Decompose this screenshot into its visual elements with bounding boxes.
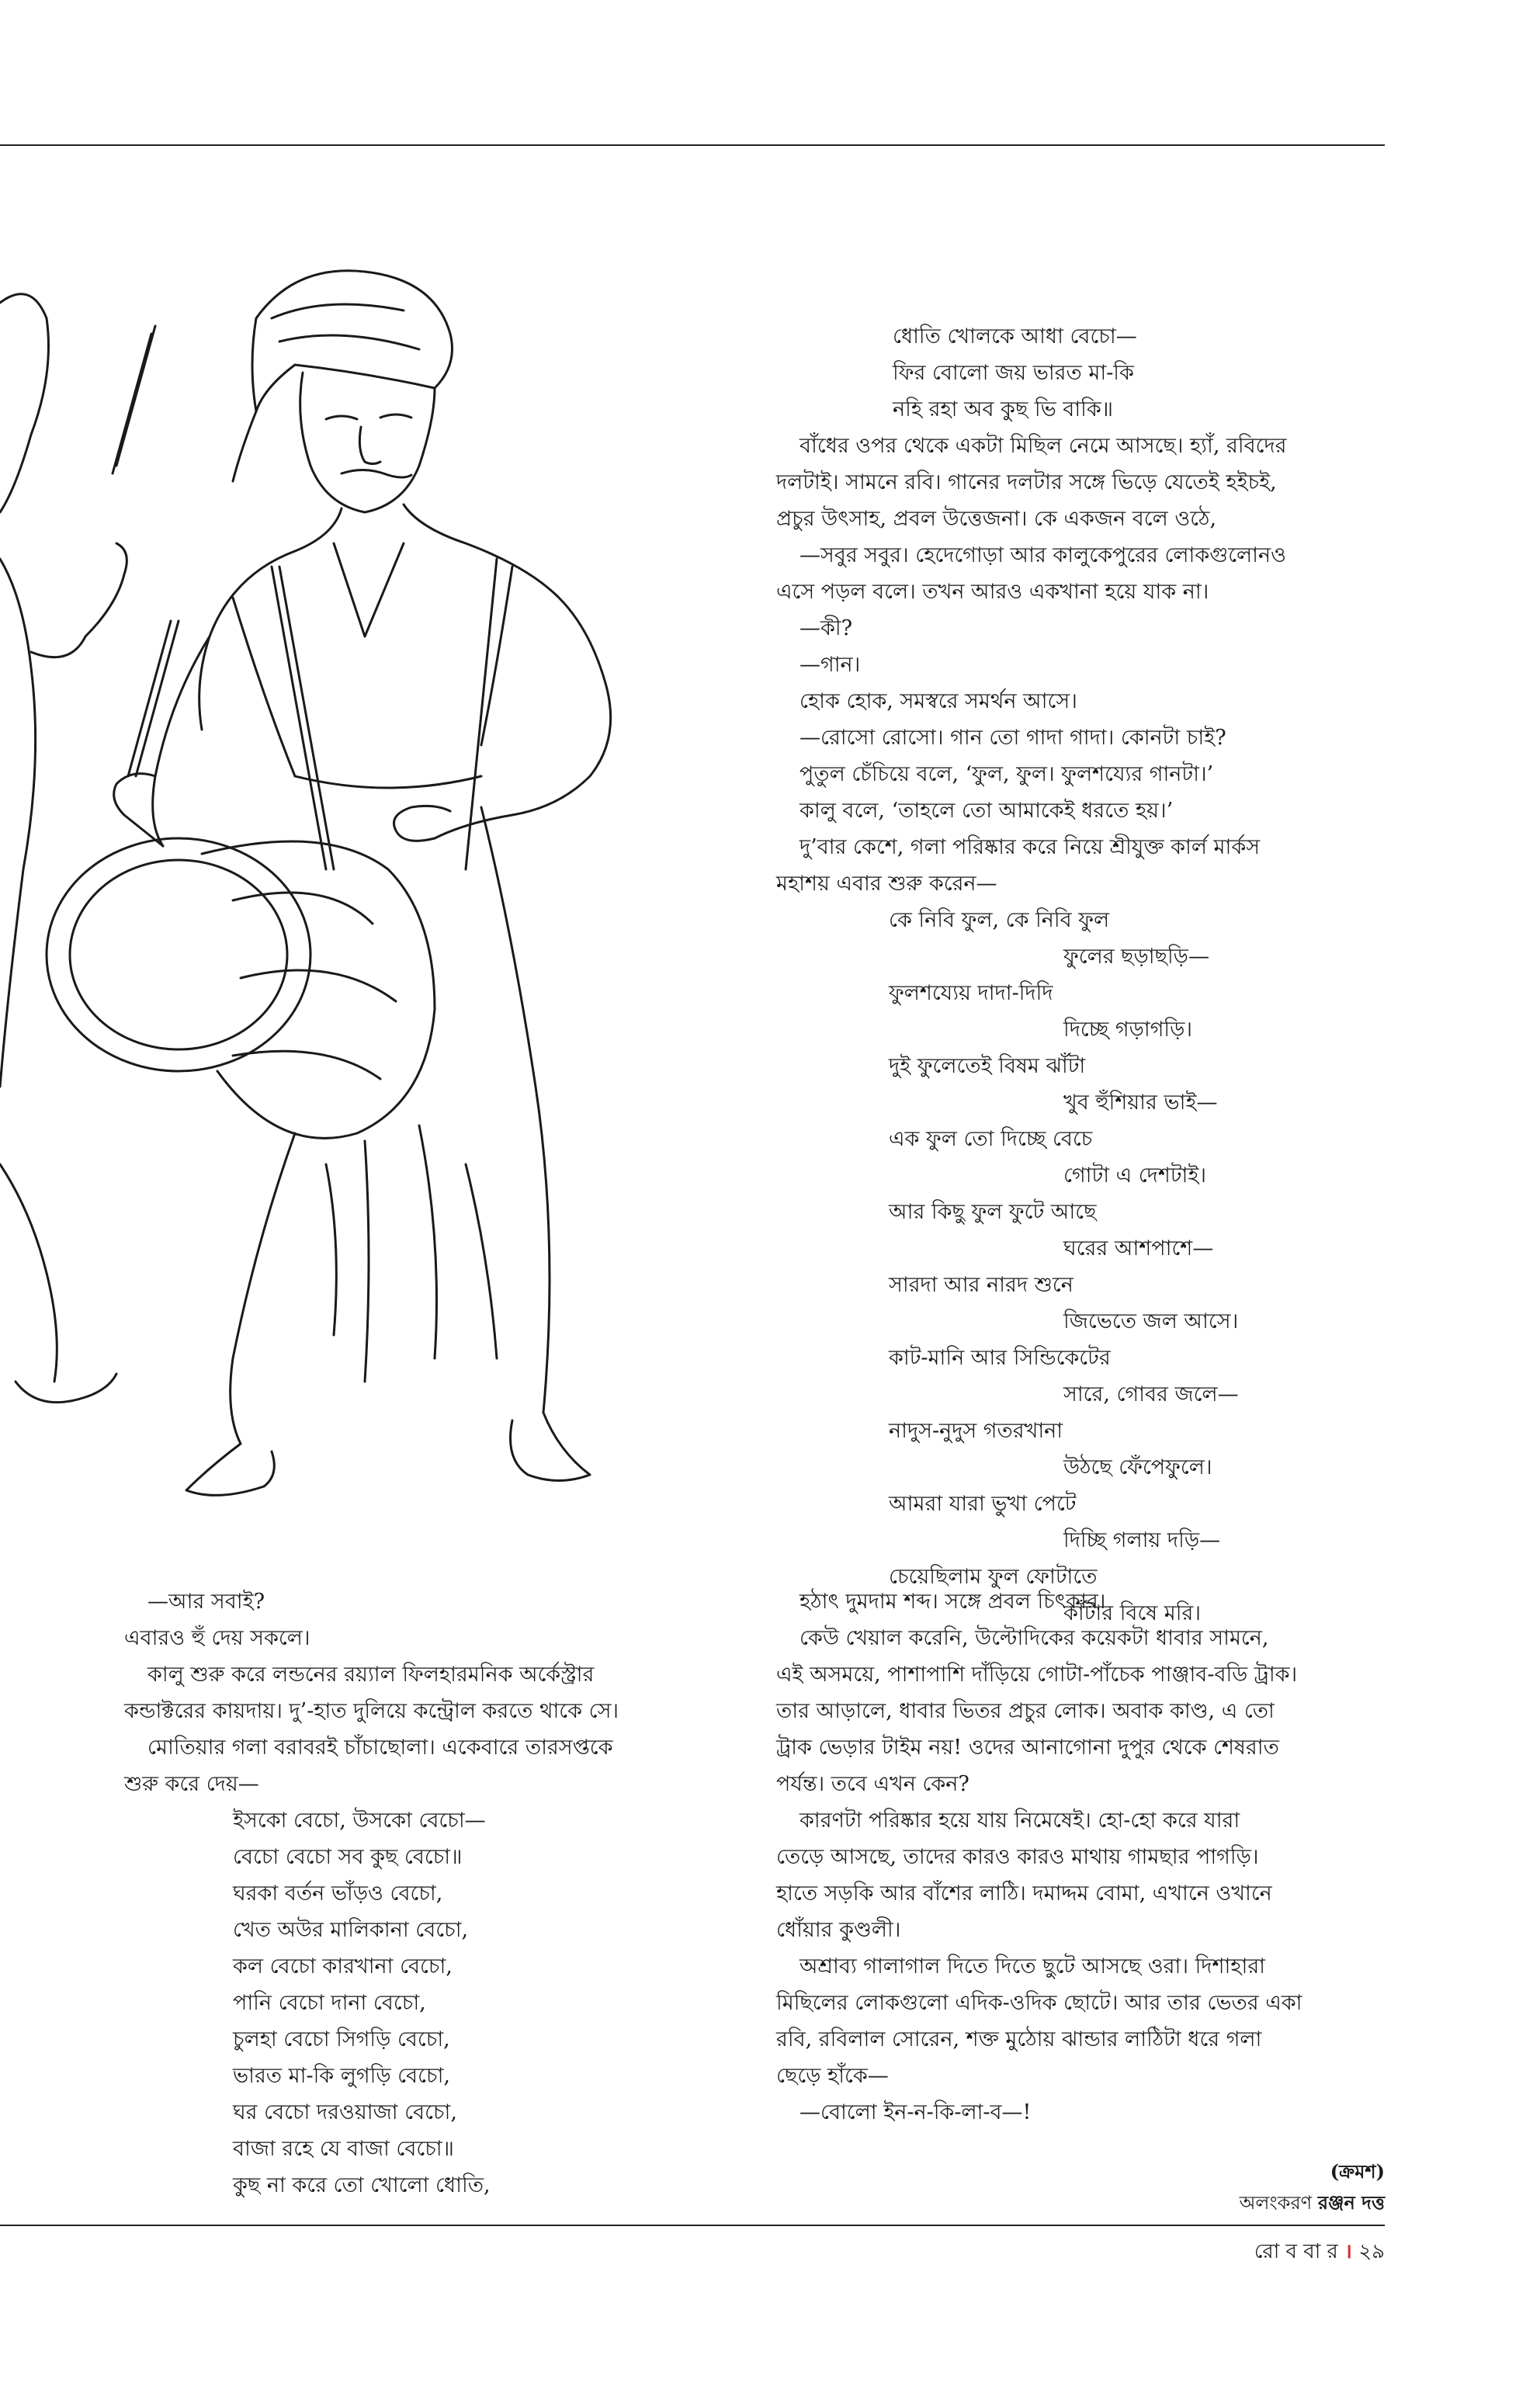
- song-line: কাঁটার বিষে মরি।: [1063, 1601, 1201, 1625]
- text-line: তেড়ে আসছে, তাদের কারও কারও মাথায় গামছার পাগড়ি।: [776, 1845, 1259, 1869]
- poem-line: ঘরকা বর্তন ভাঁড়ও বেচো,: [233, 1881, 443, 1906]
- song-line: খুব হুঁশিয়ার ভাই—: [1063, 1091, 1218, 1115]
- text-line: প্রচুর উৎসাহ, প্রবল উত্তেজনা। কে একজন বলে ওঠে,: [776, 507, 1217, 531]
- text-line: ছেড়ে হাঁকে—: [776, 2064, 889, 2088]
- illustration-credit: [1240, 2189, 1385, 2220]
- footer-separator: ।: [1344, 2240, 1352, 2263]
- drummer-illustration: [0, 233, 683, 1506]
- text-line: ধোতি খোলকে আধা বেচো—: [893, 324, 1137, 349]
- song-line: গোটা এ দেশটাই।: [1063, 1164, 1207, 1188]
- song-line: জিভেতে জল আসে।: [1063, 1309, 1239, 1333]
- poem-line: চুলহা বেচো সিগড়ি বেচো,: [233, 2027, 450, 2051]
- poem-line: পানি বেচো দানা বেচো,: [233, 1991, 426, 2015]
- song-line: দুই ফুলেতেই বিষম ঝাঁটা: [889, 1054, 1086, 1078]
- song-line: কাট-মানি আর সিন্ডিকেটের: [889, 1346, 1111, 1370]
- magazine-name: রো ব বা র: [1254, 2240, 1338, 2263]
- song-line: ঘরের আশপাশে—: [1063, 1236, 1214, 1261]
- top-rule: [0, 144, 1385, 146]
- text-line: —বোলো ইন-ন-কি-লা-ব—!: [799, 2100, 1032, 2124]
- text-line: নহি রহা অব কুছ ভি বাকি॥: [893, 397, 1114, 421]
- poem-line: খেত অউর মালিকানা বেচো,: [233, 1918, 469, 1942]
- song-line: কে নিবি ফুল, কে নিবি ফুল: [889, 908, 1110, 932]
- song-line: সারদা আর নারদ শুনে: [889, 1273, 1073, 1297]
- song-line: চেয়েছিলাম ফুল ফোটাতে: [889, 1565, 1098, 1589]
- poem-line: বেচো বেচো সব কুছ বেচো॥: [233, 1845, 463, 1869]
- left-bottom-column: [124, 1583, 619, 2204]
- text-line: —আর সবাই?: [147, 1590, 265, 1614]
- text-line: এসে পড়ল বলে। তখন আরও একখানা হয়ে যাক না।: [776, 580, 1209, 604]
- page-number: ২৯: [1358, 2240, 1385, 2263]
- text-line: ফির বোলো জয় ভারত মা-কি: [893, 361, 1134, 385]
- page-footer: [1254, 2235, 1385, 2270]
- text-line: বাঁধের ওপর থেকে একটা মিছিল নেমে আসছে। হ্যাঁ, রবিদের: [799, 434, 1287, 458]
- poem-line: বাজা রহে যে বাজা বেচো॥: [233, 2137, 454, 2161]
- text-line: কালু শুরু করে লন্ডনের রয়্যাল ফিলহারমনিক অর্কেস্ট্রার: [147, 1663, 595, 1687]
- song-line: দিচ্ছে গড়াগড়ি।: [1063, 1018, 1193, 1042]
- poem-line: ভারত মা-কি লুগড়ি বেচো,: [233, 2064, 450, 2088]
- right-bottom-column: [776, 1583, 1302, 2131]
- song-line: দিচ্ছি গলায় দড়ি—: [1063, 1528, 1221, 1552]
- bottom-rule: [0, 2225, 1385, 2226]
- poem-line: ঘর বেচো দরওয়াজা বেচো,: [233, 2100, 457, 2124]
- text-line: এবারও হুঁ দেয় সকলে।: [124, 1626, 310, 1650]
- song-line: উঠছে ফেঁপেফুলে।: [1063, 1455, 1212, 1479]
- poem-line: কল বেচো কারখানা বেচো,: [233, 1954, 453, 1979]
- credit-label: অলংকরণ: [1239, 2192, 1313, 2214]
- song-line: আর কিছু ফুল ফুটে আছে: [889, 1200, 1097, 1224]
- text-line: রবি, রবিলাল সোরেন, শক্ত মুঠোয় ঝান্ডার লাঠিটা ধরে গলা: [776, 2027, 1262, 2051]
- text-line: হাতে সড়কি আর বাঁশের লাঠি। দমাদ্দম বোমা, এখানে ওখানে: [776, 1881, 1272, 1906]
- credit-name: রঞ্জন দত্ত: [1317, 2191, 1385, 2214]
- text-line: মিছিলের লোকগুলো এদিক-ওদিক ছোটে। আর তার ভেতর একা: [776, 1991, 1302, 2015]
- text-line: পর্যন্ত। তবে এখন কেন?: [776, 1772, 969, 1796]
- text-line: অশ্রাব্য গালাগাল দিতে দিতে ছুটে আসছে ওরা। দিশাহারা: [799, 1954, 1266, 1979]
- text-line: মোতিয়ার গলা বরাবরই চাঁচাছোলা। একেবারে তারসপ্তকে: [147, 1736, 613, 1760]
- text-line: এই অসময়ে, পাশাপাশি দাঁড়িয়ে গোটা-পাঁচেক পাঞ্জাব-বডি ট্রাক।: [776, 1663, 1298, 1687]
- text-line: শুরু করে দেয়—: [124, 1772, 259, 1796]
- song-line: নাদুস-নুদুস গতরখানা: [889, 1419, 1063, 1443]
- right-top-column: [776, 318, 1287, 1632]
- text-line: —সবুর সবুর। হেদেগোড়া আর কালুকেপুরের লোকগুলোনও: [799, 543, 1286, 567]
- text-line: দু’বার কেশে, গলা পরিষ্কার করে নিয়ে শ্রীযুক্ত কার্ল মার্কস: [799, 835, 1261, 859]
- text-line: ধোঁয়ার কুণ্ডলী।: [776, 1918, 901, 1942]
- poem-line: কুছ না করে তো খোলো ধোতি,: [233, 2173, 491, 2197]
- kromosh-label: (ক্রমশ): [1330, 2160, 1385, 2183]
- text-line: মহাশয় এবার শুরু করেন—: [776, 872, 997, 896]
- text-line: কালু বলে, ‘তাহলে তো আমাকেই ধরতে হয়।’: [799, 799, 1174, 823]
- text-line: তার আড়ালে, ধাবার ভিতর প্রচুর লোক। অবাক কাণ্ড, এ তো: [776, 1699, 1275, 1723]
- text-line: পুতুল চেঁচিয়ে বলে, ‘ফুল, ফুল। ফুলশয্যের গানটা।’: [799, 762, 1214, 786]
- text-line: কারণটা পরিষ্কার হয়ে যায় নিমেষেই। হো-হো করে যারা: [799, 1809, 1240, 1833]
- song-line: এক ফুল তো দিচ্ছে বেচে: [889, 1127, 1093, 1151]
- text-line: হঠাৎ দুমদাম শব্দ। সঙ্গে প্রবল চিৎকার।: [799, 1590, 1106, 1614]
- text-line: —গান।: [799, 653, 861, 677]
- text-line: দলটাই। সামনে রবি। গানের দলটার সঙ্গে ভিড়ে যেতেই হইচই,: [776, 470, 1277, 494]
- song-line: আমরা যারা ভুখা পেটে: [889, 1492, 1077, 1516]
- song-line: সারে, গোবর জলে—: [1063, 1382, 1239, 1406]
- song-line: ফুলের ছড়াছড়ি—: [1063, 945, 1209, 969]
- text-line: —রোসো রোসো। গান তো গাদা গাদা। কোনটা চাই?: [799, 726, 1226, 750]
- song-line: ফুলশয্যেয় দাদা-দিদি: [889, 981, 1053, 1005]
- text-line: হোক হোক, সমস্বরে সমর্থন আসে।: [799, 689, 1077, 713]
- text-line: —কী?: [799, 616, 853, 640]
- text-line: কেউ খেয়াল করেনি, উল্টোদিকের কয়েকটা ধাবার সামনে,: [799, 1626, 1269, 1650]
- text-line: কন্ডাক্টরের কায়দায়। দু’-হাত দুলিয়ে কন্ট্রোল করতে থাকে সে।: [124, 1699, 619, 1723]
- poem-line: ইসকো বেচো, উসকো বেচো—: [233, 1809, 486, 1833]
- text-line: ট্রাক ভেড়ার টাইম নয়! ওদের আনাগোনা দুপুর থেকে শেষরাত: [776, 1736, 1279, 1760]
